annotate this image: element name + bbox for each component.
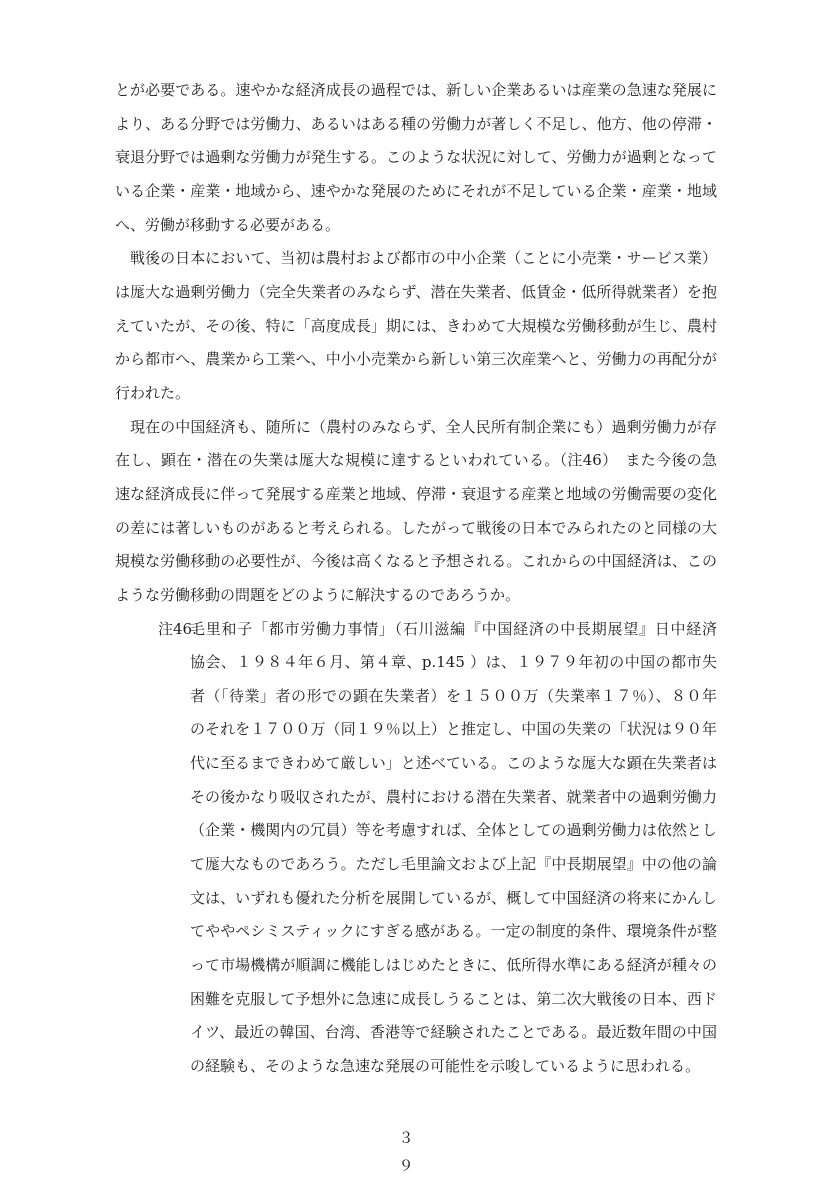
footnote-line: のそれを１７００万（同１９％以上）と推定し、中国の失業の「状況は９０年: [190, 720, 717, 739]
footnote-line: 困難を克服して予想外に急速に成長しうることは、第二次大戦後の日本、西ド: [190, 989, 717, 1008]
footnote-label: 注46.: [158, 619, 197, 638]
text-line: いる企業・産業・地域から、速やかな発展のためにそれが不足している企業・産業・地域: [115, 181, 717, 200]
footnote-line: 毛里和子「都市労働力事情」（石川滋編『中国経済の中長期展望』日中経済: [190, 619, 717, 638]
text-line: えていたが、その後、特に「高度成長」期には、きわめて大規模な労働移動が生じ、農村: [115, 316, 717, 335]
footnote: [158, 613, 717, 1084]
footnote-line: 者（「待業」者の形での顕在失業者）を１５００万（失業率１７％）、８０年: [190, 686, 717, 705]
text-line: 速な経済成長に伴って発展する産業と地域、停滞・衰退する産業と地域の労働需要の変化: [115, 484, 717, 503]
paragraph: [115, 411, 717, 613]
paragraph: [115, 242, 717, 410]
footnote-line: 協会、１９８４年６月、第４章、p.145 ）は、１９７９年初の中国の都市失: [190, 653, 717, 672]
footnote-body: [190, 613, 717, 1084]
footnote-line: の経験も、そのような急速な発展の可能性を示唆しているように思われる。: [190, 1057, 701, 1076]
document-page: [115, 74, 717, 1084]
text-line: へ、労働が移動する必要がある。: [115, 215, 341, 234]
text-line: 在し、顕在・潜在の失業は厖大な規模に達するといわれている。（注46） また今後の急: [115, 451, 717, 470]
footnote-line: イツ、最近の韓国、台湾、香港等で経験されたことである。最近数年間の中国: [190, 1023, 717, 1042]
text-line: は厖大な過剰労働力（完全失業者のみならず、潜在失業者、低賃金・低所得就業者）を抱: [115, 282, 717, 301]
footnote-line: （企業・機関内の冗員）等を考慮すれば、全体としての過剰労働力は依然とし: [190, 821, 717, 840]
text-line: 戦後の日本において、当初は農村および都市の中小企業（ことに小売業・サービス業）: [130, 249, 717, 268]
footnote-line: 代に至るまできわめて厳しい」と述べている。このような厖大な顕在失業者は: [190, 754, 717, 773]
text-line: とが必要である。速やかな経済成長の過程では、新しい企業あるいは産業の急速な発展に: [115, 81, 717, 99]
text-line: 行われた。: [115, 383, 191, 402]
text-line: から都市へ、農業から工業へ、中小小売業から新しい第三次産業へと、労働力の再配分が: [115, 350, 717, 369]
paragraph: [115, 74, 717, 242]
text-line: より、ある分野では労働力、あるいはある種の労働力が著しく不足し、他方、他の停滞・: [115, 114, 717, 133]
text-line: ような労働移動の問題をどのように解決するのであろうか。: [115, 585, 521, 604]
footnote-line: って市場機構が順調に機能しはじめたときに、低所得水準にある経済が種々の: [190, 956, 717, 975]
text-line: 衰退分野では過剰な労働力が発生する。このような状況に対して、労働力が過剰となって: [115, 148, 717, 167]
footnote-line: 文は、いずれも優れた分析を展開しているが、概して中国経済の将来にかんし: [190, 888, 717, 907]
text-line: 現在の中国経済も、随所に（農村のみならず、全人民所有制企業にも）過剰労働力が存: [130, 417, 717, 436]
text-line: 規模な労働移動の必要性が、今後は高くなると予想される。これからの中国経済は、この: [115, 552, 717, 571]
footnote-line: てややペシミスティックにすぎる感がある。一定の制度的条件、環境条件が整: [190, 922, 717, 941]
page-number: ３９: [398, 1129, 416, 1175]
footnote-line: て厖大なものであろう。ただし毛里論文および上記『中長期展望』中の他の論: [190, 855, 717, 874]
footnote-line: その後かなり吸収されたが、農村における潜在失業者、就業者中の過剰労働力: [190, 787, 717, 806]
text-line: の差には著しいものがあると考えられる。したがって戦後の日本でみられたのと同様の大: [115, 518, 717, 537]
